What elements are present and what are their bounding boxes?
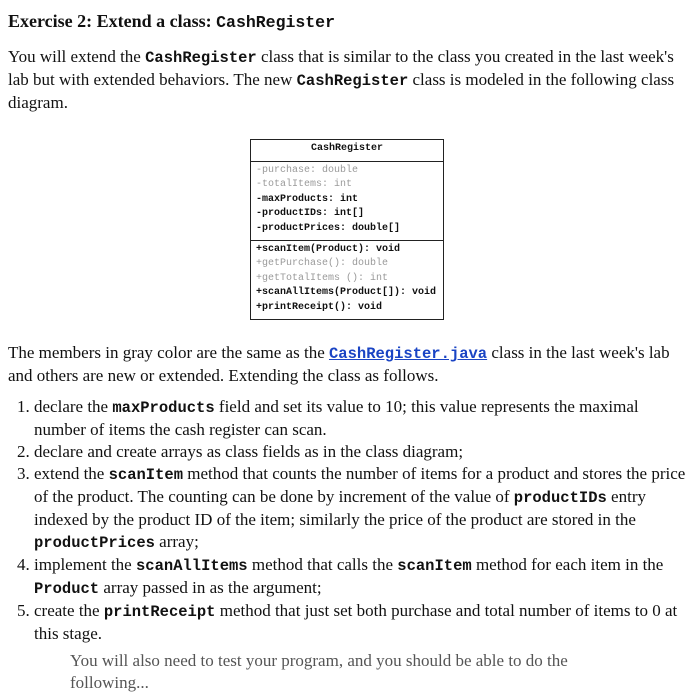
heading-prefix: Exercise 2: Extend a class: [8, 11, 217, 31]
list-item: 5. create the printReceipt method that just set both purchase and total number of items to 0 at this stage. [34, 600, 686, 645]
intro-code-1: CashRegister [145, 49, 257, 67]
field-purchase: -purchase: double [256, 164, 359, 176]
list-item: 4. implement the scanAllItems method that calls the scanItem method for each item in the Product array passed in as the argument; [34, 554, 686, 600]
list-item: 2. declare and create arrays as class fields as in the class diagram; [34, 441, 686, 463]
field-product-ids: -productIDs: int[] [256, 208, 365, 220]
intro-text-2: class that is similar to the class you created in the last week's lab but with extended behaviors. The new [8, 47, 674, 89]
class-diagram [250, 139, 444, 320]
method-scan-item: +scanItem(Product): void [256, 243, 401, 255]
cut-off-next-paragraph: You will also need to test your program, and you should be able to do the following... [70, 651, 568, 692]
intro-text-3: class is modeled in the following class diagram. [8, 70, 675, 112]
diagram-fields [251, 162, 443, 240]
method-get-total-items: +getTotalItems (): int [256, 272, 389, 284]
members-text-2: class in the last week's lab and others are new or extended. Extending the class as follows. [8, 343, 670, 385]
intro-paragraph [8, 46, 692, 114]
diagram-methods [251, 240, 443, 319]
method-get-purchase: +getPurchase(): double [256, 258, 389, 270]
intro-text-1: You will extend the [8, 47, 146, 66]
method-print-receipt: +printReceipt(): void [256, 301, 383, 313]
diagram-class-title: CashRegister [251, 140, 443, 162]
list-item: 3. extend the scanItem method that counts the number of items for a product and stores the price of the product. The counting can be done by increment of the value of productIDs entry indexed by the product ID of the item; similarly the price of the product are stored in the productPrices array; [34, 463, 686, 554]
intro-code-2: CashRegister [296, 72, 409, 90]
field-total-items: -totalItems: int [256, 179, 353, 191]
field-max-products: -maxProducts: int [256, 193, 359, 205]
cashregister-java-link[interactable]: CashRegister.java [328, 345, 488, 363]
members-paragraph [8, 342, 692, 387]
list-item: 1. declare the maxProducts field and set its value to 10; this value represents the maximal number of items the cash register can scan. [34, 396, 686, 441]
method-scan-all-items: +scanAllItems(Product[]): void [256, 287, 437, 299]
heading-class-name: CashRegister [216, 13, 335, 32]
exercise-heading [8, 10, 335, 34]
members-text-1: The members in gray color are the same as the [8, 343, 329, 362]
field-product-prices: -productPrices: double[] [256, 222, 401, 234]
instruction-list [0, 396, 686, 645]
